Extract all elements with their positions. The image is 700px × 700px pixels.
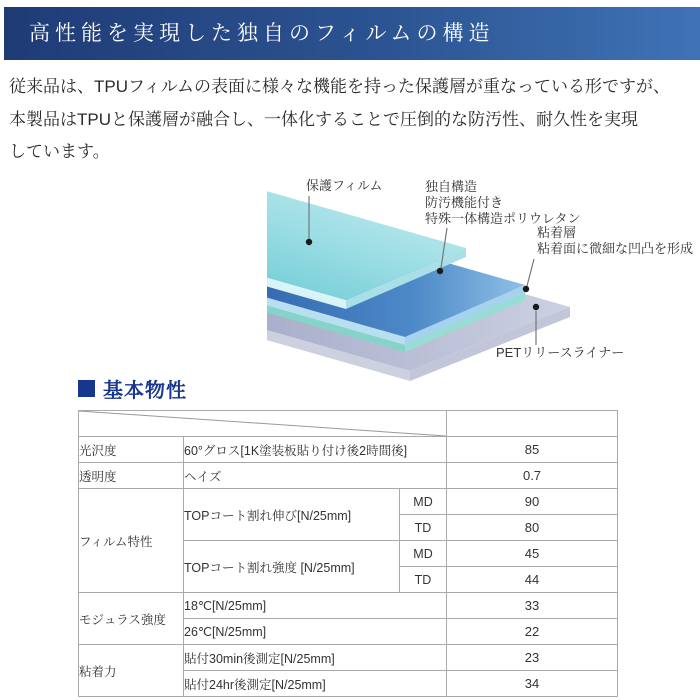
label-unique-structure-2: 防汚機能付き: [425, 195, 504, 210]
table-corner-cell: [79, 411, 447, 437]
leader-dot: [306, 239, 312, 245]
table-row: [79, 489, 618, 515]
row-direction: MD: [400, 541, 447, 567]
row-category: 透明度: [79, 463, 184, 489]
row-category: 粘着力: [79, 645, 184, 697]
intro-line: 本製品はTPUと保護層が融合し、一体化することで圧倒的な防汚性、耐久性を実現: [9, 109, 638, 129]
leader-dot: [437, 268, 443, 274]
row-value: 0.7: [447, 463, 618, 489]
row-condition: 貼付24hr後測定[N/25mm]: [184, 671, 447, 697]
product-column-header: ECHELON Headlight PPF: [447, 411, 618, 437]
row-condition: 26℃[N/25mm]: [184, 619, 447, 645]
film-structure-diagram: [0, 168, 700, 386]
row-value: 22: [447, 619, 618, 645]
row-condition: 18℃[N/25mm]: [184, 593, 447, 619]
intro-paragraph: [9, 71, 695, 169]
row-value: 23: [447, 645, 618, 671]
row-condition: TOPコート割れ伸び[N/25mm]: [184, 489, 400, 541]
row-condition: TOPコート割れ強度 [N/25mm]: [184, 541, 400, 593]
row-value: 90: [447, 489, 618, 515]
intro-line: しています。: [9, 142, 110, 161]
row-direction: TD: [400, 567, 447, 593]
label-unique-structure-1: 独自構造: [425, 179, 478, 194]
table-row: [79, 593, 618, 619]
row-condition: 60°グロス[1K塗装板貼り付け後2時間後]: [184, 437, 447, 463]
table-row: [79, 463, 618, 489]
section-heading: [78, 374, 187, 403]
row-value: 33: [447, 593, 618, 619]
row-category: モジュラス強度: [79, 593, 184, 645]
label-adhesive-layer-2: 粘着面に微細な凹凸を形成: [537, 241, 694, 256]
row-category: 光沢度: [79, 437, 184, 463]
row-value: 44: [447, 567, 618, 593]
row-value: 85: [447, 437, 618, 463]
row-direction: TD: [400, 515, 447, 541]
intro-line: 従来品は、TPUフィルムの表面に様々な機能を持った保護層が重なっている形ですが、: [9, 77, 670, 96]
row-condition: ヘイズ: [184, 463, 447, 489]
label-pet-liner: PETリリースライナー: [496, 345, 625, 360]
row-condition: 貼付30min後測定[N/25mm]: [184, 645, 447, 671]
spec-table: [78, 410, 618, 697]
row-direction: MD: [400, 489, 447, 515]
section-title: 基本物性: [103, 380, 187, 402]
row-category: フィルム特性: [79, 489, 184, 593]
diagonal-line: [79, 411, 446, 436]
row-value: 80: [447, 515, 618, 541]
row-value: 34: [447, 671, 618, 697]
label-adhesive-layer-1: 粘着層: [537, 225, 577, 240]
leader-dot: [533, 304, 539, 310]
leader-dot: [523, 286, 529, 292]
table-row: [79, 437, 618, 463]
spec-table-container: [78, 410, 618, 697]
page-title: 高性能を実現した独自のフィルムの構造: [29, 21, 495, 45]
header-banner: [4, 7, 700, 60]
section-bullet-square-icon: [78, 380, 95, 397]
table-row: [79, 645, 618, 671]
label-unique-structure-3: 特殊一体構造ポリウレタン: [425, 211, 581, 226]
label-protective-film: 保護フィルム: [306, 178, 383, 193]
row-value: 45: [447, 541, 618, 567]
